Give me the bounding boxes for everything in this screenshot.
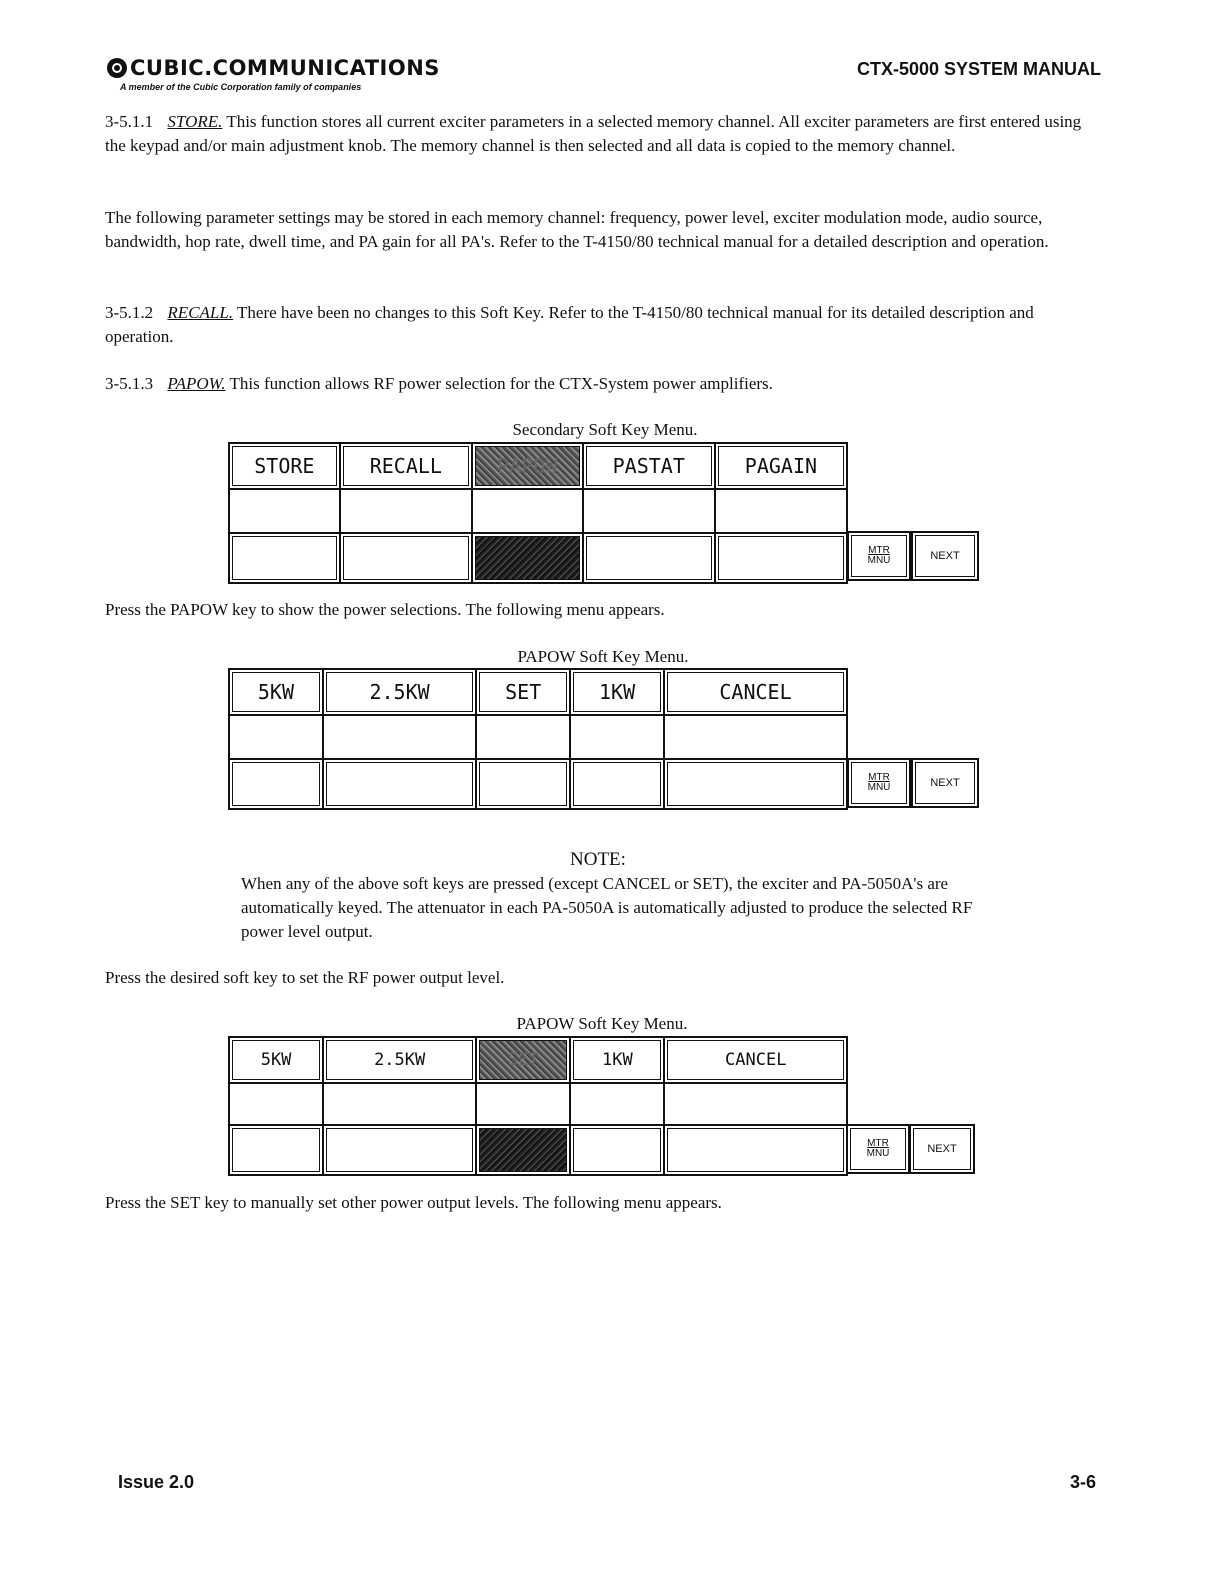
stored-parameters-paragraph: The following parameter settings may be stored in each memory channel: frequency, power level, exciter modulation mode, audio source, bandwidth, hop rate, dwell time, and PA gain for all PA's. Refer to the T-4150/80 technical manual for a detailed description and operation. (105, 208, 1049, 251)
section-number: 3-5.1.2 (105, 303, 154, 322)
section-heading: STORE. (167, 112, 223, 131)
section-recall (105, 301, 1105, 349)
empty-cell (229, 1083, 323, 1125)
section-heading: RECALL. (167, 303, 234, 322)
empty-cell (570, 1083, 664, 1125)
next-button[interactable]: NEXT (911, 758, 979, 808)
softkey-5kw[interactable]: 5KW (229, 669, 323, 715)
papow-soft-key-menu-set-selected (228, 1036, 848, 1176)
section-number: 3-5.1.3 (105, 374, 154, 393)
empty-cell (323, 1083, 476, 1125)
meter-menu-top-label: MTR (868, 772, 890, 783)
company-name: CUBIC.COMMUNICATIONS (130, 56, 440, 80)
empty-cell (664, 715, 847, 759)
blank-softkey[interactable] (229, 1125, 323, 1175)
papow-soft-key-menu (228, 668, 848, 810)
softkey-2-5kw[interactable]: 2.5KW (323, 1037, 476, 1083)
blank-softkey[interactable] (229, 759, 323, 809)
softkey-cancel[interactable]: CANCEL (664, 1037, 847, 1083)
blank-softkey[interactable] (570, 1125, 664, 1175)
page-number: 3-6 (1069, 1472, 1096, 1492)
softkey-1kw[interactable]: 1KW (570, 669, 664, 715)
section-text: There have been no changes to this Soft Key. Refer to the T-4150/80 technical manual for its detailed description and operation. (105, 303, 1034, 346)
blank-softkey[interactable] (583, 533, 715, 583)
empty-cell (583, 489, 715, 533)
blank-softkey[interactable] (323, 1125, 476, 1175)
section-papow (105, 372, 1105, 396)
softkey-recall[interactable]: RECALL (340, 443, 472, 489)
blank-softkey[interactable] (570, 759, 664, 809)
next-button[interactable]: NEXT (909, 1124, 975, 1174)
blank-softkey[interactable] (323, 759, 476, 809)
section-heading: PAPOW. (167, 374, 226, 393)
blank-softkey[interactable] (476, 759, 570, 809)
section-text: This function stores all current exciter parameters in a selected memory channel. All exciter parameters are first entered using the keypad and/or main adjustment knob. The memory channel is then selected and all data is copied to the memory channel. (105, 112, 1082, 155)
meter-menu-top-label: MTR (868, 545, 890, 556)
company-tagline: A member of the Cubic Corporation family of companies (120, 82, 362, 92)
empty-cell (570, 715, 664, 759)
secondary-soft-key-menu (228, 442, 848, 584)
meter-menu-bottom-label: MNU (866, 1148, 890, 1159)
empty-cell (715, 489, 847, 533)
issue-number: Issue 2.0 (118, 1472, 195, 1492)
empty-cell (472, 489, 583, 533)
note-text: When any of the above soft keys are pressed (except CANCEL or SET), the exciter and PA-5050A's are automatically keyed. The attenuator in each PA-5050A is automatically adjusted to produce the selected RF power level output. (241, 874, 973, 941)
meter-menu-button[interactable] (847, 531, 911, 581)
desired-key-instruction: Press the desired soft key to set the RF power output level. (105, 968, 505, 987)
meter-menu-button[interactable] (847, 758, 911, 808)
softkey-pastat[interactable]: PASTAT (583, 443, 715, 489)
empty-cell (229, 715, 323, 759)
company-logo-icon (107, 58, 127, 78)
blank-softkey[interactable] (229, 533, 340, 583)
meter-menu-top-label: MTR (867, 1138, 889, 1149)
papow-instruction: Press the PAPOW key to show the power selections. The following menu appears. (105, 600, 665, 619)
empty-cell (476, 1083, 570, 1125)
blank-softkey[interactable] (715, 533, 847, 583)
softkey-1kw[interactable]: 1KW (570, 1037, 664, 1083)
softkey-papow[interactable]: PAPOW (472, 443, 583, 489)
softkey-2-5kw[interactable]: 2.5KW (323, 669, 476, 715)
manual-title: CTX-5000 SYSTEM MANUAL (856, 59, 1101, 79)
section-number: 3-5.1.1 (105, 112, 154, 131)
blank-softkey[interactable] (472, 533, 583, 583)
note-heading: NOTE: (570, 849, 626, 870)
blank-softkey[interactable] (664, 1125, 847, 1175)
empty-cell (323, 715, 476, 759)
next-button[interactable]: NEXT (911, 531, 979, 581)
softkey-store[interactable]: STORE (229, 443, 340, 489)
softkey-set[interactable]: SET (476, 669, 570, 715)
empty-cell (229, 489, 340, 533)
meter-menu-bottom-label: MNU (867, 555, 891, 566)
empty-cell (476, 715, 570, 759)
menu-caption: Secondary Soft Key Menu. (512, 420, 698, 439)
softkey-set[interactable]: SET (476, 1037, 570, 1083)
empty-cell (340, 489, 472, 533)
blank-softkey[interactable] (664, 759, 847, 809)
set-key-instruction: Press the SET key to manually set other power output levels. The following menu appears. (105, 1193, 722, 1212)
section-text: This function allows RF power selection for the CTX-System power amplifiers. (229, 374, 773, 393)
softkey-cancel[interactable]: CANCEL (664, 669, 847, 715)
meter-menu-button[interactable] (846, 1124, 910, 1174)
blank-softkey[interactable] (340, 533, 472, 583)
menu-caption: PAPOW Soft Key Menu. (516, 1014, 688, 1033)
blank-softkey[interactable] (476, 1125, 570, 1175)
menu-caption: PAPOW Soft Key Menu. (517, 647, 689, 666)
softkey-pagain[interactable]: PAGAIN (715, 443, 847, 489)
softkey-5kw[interactable]: 5KW (229, 1037, 323, 1083)
meter-menu-bottom-label: MNU (867, 782, 891, 793)
section-store (105, 110, 1105, 158)
empty-cell (664, 1083, 847, 1125)
